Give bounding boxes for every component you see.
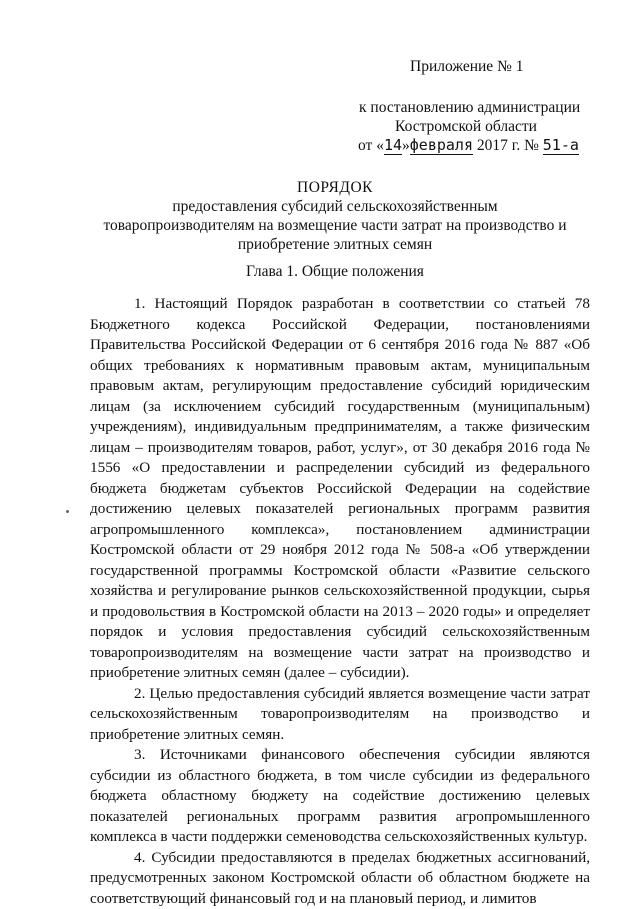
resolution-number: 51-а	[543, 136, 579, 155]
date-prefix: от «	[358, 137, 384, 154]
paragraph: 1. Настоящий Порядок разработан в соответствии со статьей 78 Бюджетного кодекса Российской Федерации, постановлениями Правительства Российской Федерации от 6 сентября 2016 года № 887 «Об общих требованиях к нормативным правовым актам, муниципальным правовым актам, регулирующим предоставление субсидий юридическим лицам (за исключением субсидий государственным (муниципальным) учреждениям), индивидуальным предпринимателям, а также физическим лицам – производителям товаров, работ, услуг», от 30 декабря 2016 года № 1556 «О предоставлении и распределении субсидий из федерального бюджета бюджетам субъектов Российской Федерации на содействие достижению целевых показателей региональных программ развития агропромышленного комплекса», постановлением администрации Костромской области от 29 ноября 2012 года № 508-а «Об утверждении государственной программы Костромской области «Развитие сельского хозяйства и регулирование рынков сельскохозяйственной продукции, сырья и продовольствия в Костромской области на 2013 – 2020 годы» и определяет порядок и условия предоставления субсидий сельскохозяйственным товаропроизводителям на возмещение части затрат на производство и приобретение элитных семян (далее – субсидии).	[90, 294, 590, 684]
paragraph: 2. Целью предоставления субсидий является возмещение части затрат сельскохозяйственным товаропроизводителям на производство и приобретение элитных семян.	[90, 684, 590, 746]
subtitle-line-1: предоставления субсидий сельскохозяйственным	[70, 197, 600, 216]
paragraph: 3. Источниками финансового обеспечения субсидии являются субсидии из областного бюджета, в том числе субсидии из федерального бюджета областному бюджету на содействие достижению целевых показателей региональных программ развития агропромышленного комплекса в части поддержки семеноводства сельскохозяйственных культур.	[90, 745, 590, 848]
resolution-line-2: Костромской области	[395, 117, 537, 136]
scan-mark	[66, 510, 69, 513]
subtitle-line-3: приобретение элитных семян	[70, 235, 600, 254]
appendix-label: Приложение № 1	[410, 57, 523, 76]
document-body	[90, 294, 590, 909]
date-day: 14	[384, 136, 402, 155]
date-month: февраля	[410, 136, 473, 155]
document-title: ПОРЯДОК	[70, 178, 600, 197]
chapter-heading: Глава 1. Общие положения	[70, 262, 600, 281]
subtitle-line-2: товаропроизводителям на возмещение части затрат на производство и	[70, 216, 600, 235]
date-year: 2017 г. №	[477, 137, 539, 154]
resolution-date-line	[358, 136, 579, 155]
date-mid: »	[402, 137, 410, 154]
paragraph: 4. Субсидии предоставляются в пределах бюджетных ассигнований, предусмотренных законом Костромской области об областном бюджете на соответствующий финансовый год и на плановый период, и лимитов	[90, 848, 590, 909]
resolution-line-1: к постановлению администрации	[359, 98, 580, 117]
